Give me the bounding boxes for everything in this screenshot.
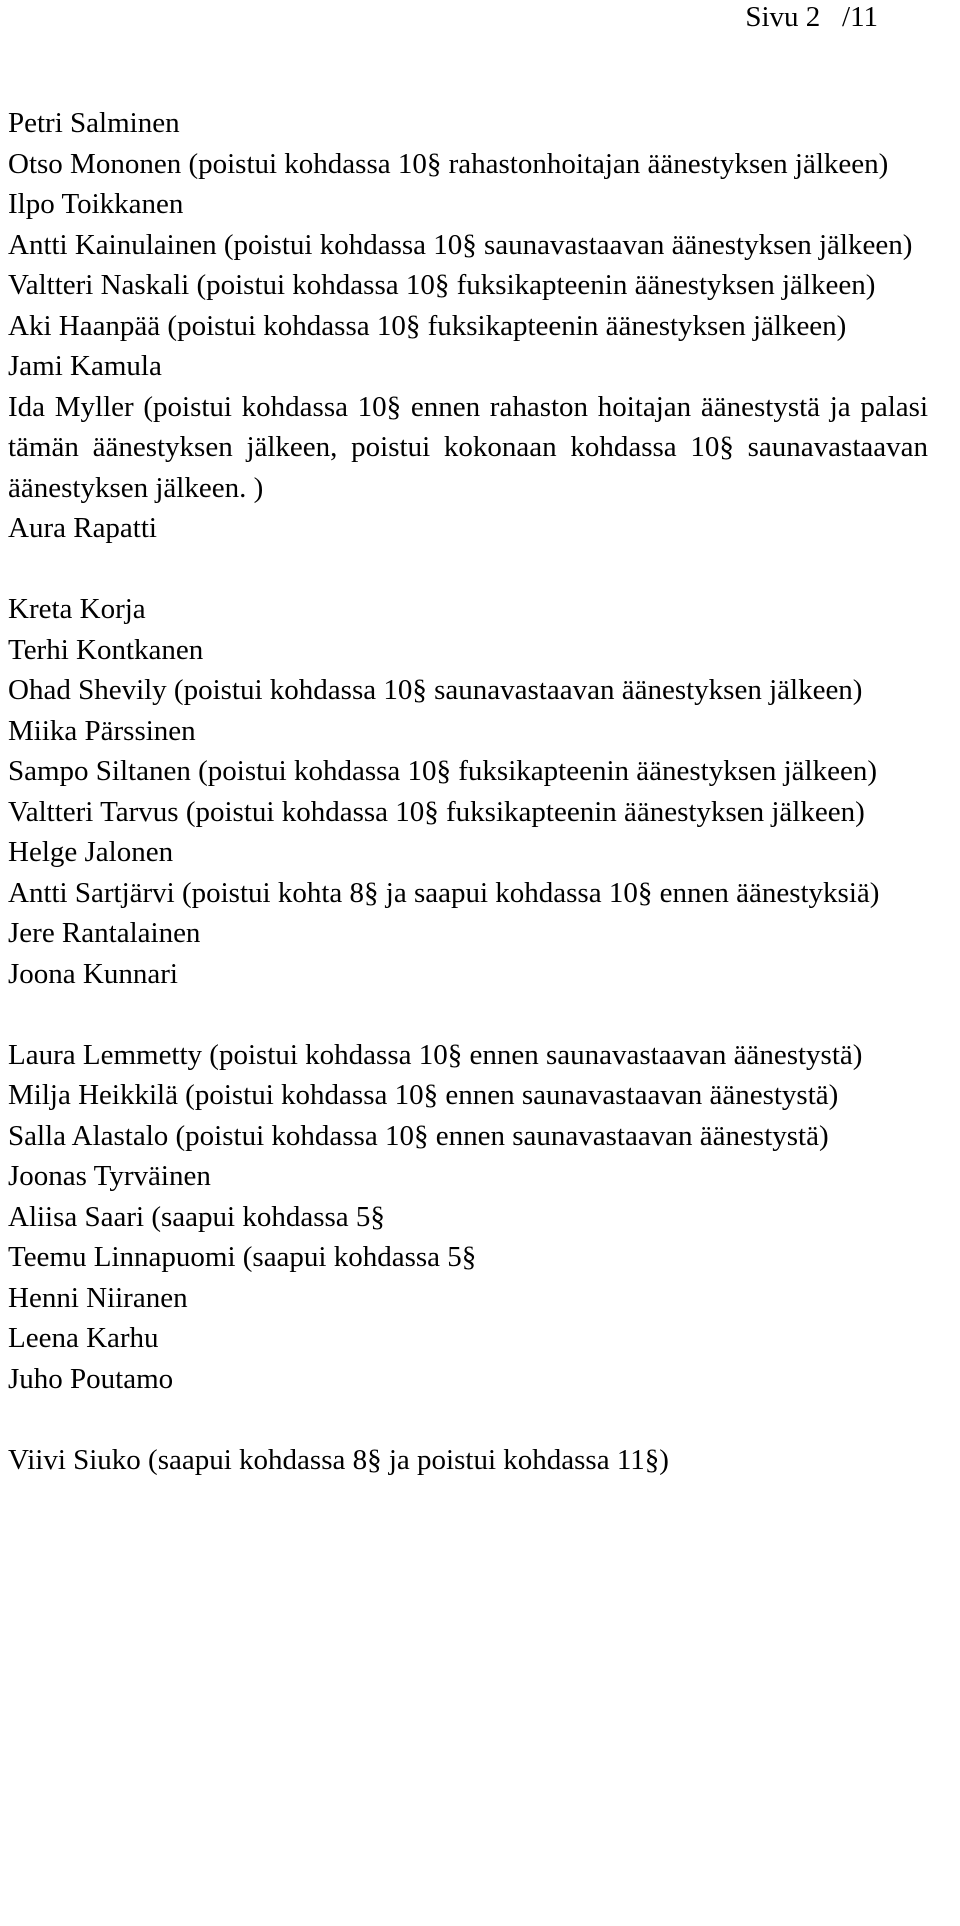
attendee-entry: Joona Kunnari [8,957,178,990]
attendee-group [8,1035,928,1400]
attendee-entry: Aki Haanpää (poistui kohdassa 10§ fuksikapteenin äänestyksen jälkeen) [8,309,847,342]
attendee-entry: Henni Niiranen [8,1281,188,1314]
attendee-entry: Ohad Shevily (poistui kohdassa 10§ saunavastaavan äänestyksen jälkeen) [8,674,863,706]
attendee-entry: Leena Karhu [8,1322,159,1354]
attendee-group [8,1440,928,1481]
attendee-entry: Teemu Linnapuomi (saapui kohdassa 5§ [8,1241,477,1273]
page-number-total: /11 [842,1,878,33]
attendee-entry: Valtteri Tarvus (poistui kohdassa 10§ fuksikapteenin äänestyksen jälkeen) [8,795,865,828]
page-number-label: Sivu 2 [745,1,821,33]
attendee-entry: Joonas Tyrväinen [8,1160,211,1192]
attendee-list [8,103,928,1480]
attendee-entry: Milja Heikkilä (poistui kohdassa 10§ ennen saunavastaavan äänestystä) [8,1079,839,1111]
attendee-entry: Aliisa Saari (saapui kohdassa 5§ [8,1200,385,1233]
page-number [745,0,878,34]
attendee-entry: Viivi Siuko (saapui kohdassa 8§ ja poistui kohdassa 11§) [8,1443,669,1476]
attendee-entry: Sampo Siltanen (poistui kohdassa 10§ fuksikapteenin äänestyksen jälkeen) [8,755,878,787]
attendee-entry: Jami Kamula [8,350,162,382]
attendee-entry: Ida Myller (poistui kohdassa 10§ ennen rahaston hoitajan äänestystä ja palasi tämän äänestyksen jälkeen, poistui kokonaan kohdassa 10§ saunavastaavan äänestyksen jälkeen. ) [8,390,928,504]
attendee-entry: Laura Lemmetty (poistui kohdassa 10§ ennen saunavastaavan äänestystä) [8,1038,863,1071]
attendee-entry: Otso Mononen (poistui kohdassa 10§ rahastonhoitajan äänestyksen jälkeen) [8,147,889,180]
attendee-entry: Jere Rantalainen [8,917,201,949]
attendee-entry: Petri Salminen [8,107,180,139]
attendee-entry: Valtteri Naskali (poistui kohdassa 10§ fuksikapteenin äänestyksen jälkeen) [8,269,876,301]
attendee-entry: Antti Sartjärvi (poistui kohta 8§ ja saapui kohdassa 10§ ennen äänestyksiä) [8,876,880,909]
attendee-entry: Salla Alastalo (poistui kohdassa 10§ ennen saunavastaavan äänestystä) [8,1119,829,1152]
attendee-entry: Terhi Kontkanen [8,633,204,666]
attendee-group [8,589,928,994]
attendee-entry: Antti Kainulainen (poistui kohdassa 10§ saunavastaavan äänestyksen jälkeen) [8,228,913,261]
attendee-entry: Juho Poutamo [8,1362,174,1395]
attendee-entry: Aura Rapatti [8,512,157,544]
attendee-entry: Miika Pärssinen [8,714,196,747]
attendee-group [8,103,928,549]
attendee-entry: Kreta Korja [8,593,146,625]
attendee-entry: Helge Jalonen [8,836,174,868]
attendee-entry: Ilpo Toikkanen [8,188,184,220]
